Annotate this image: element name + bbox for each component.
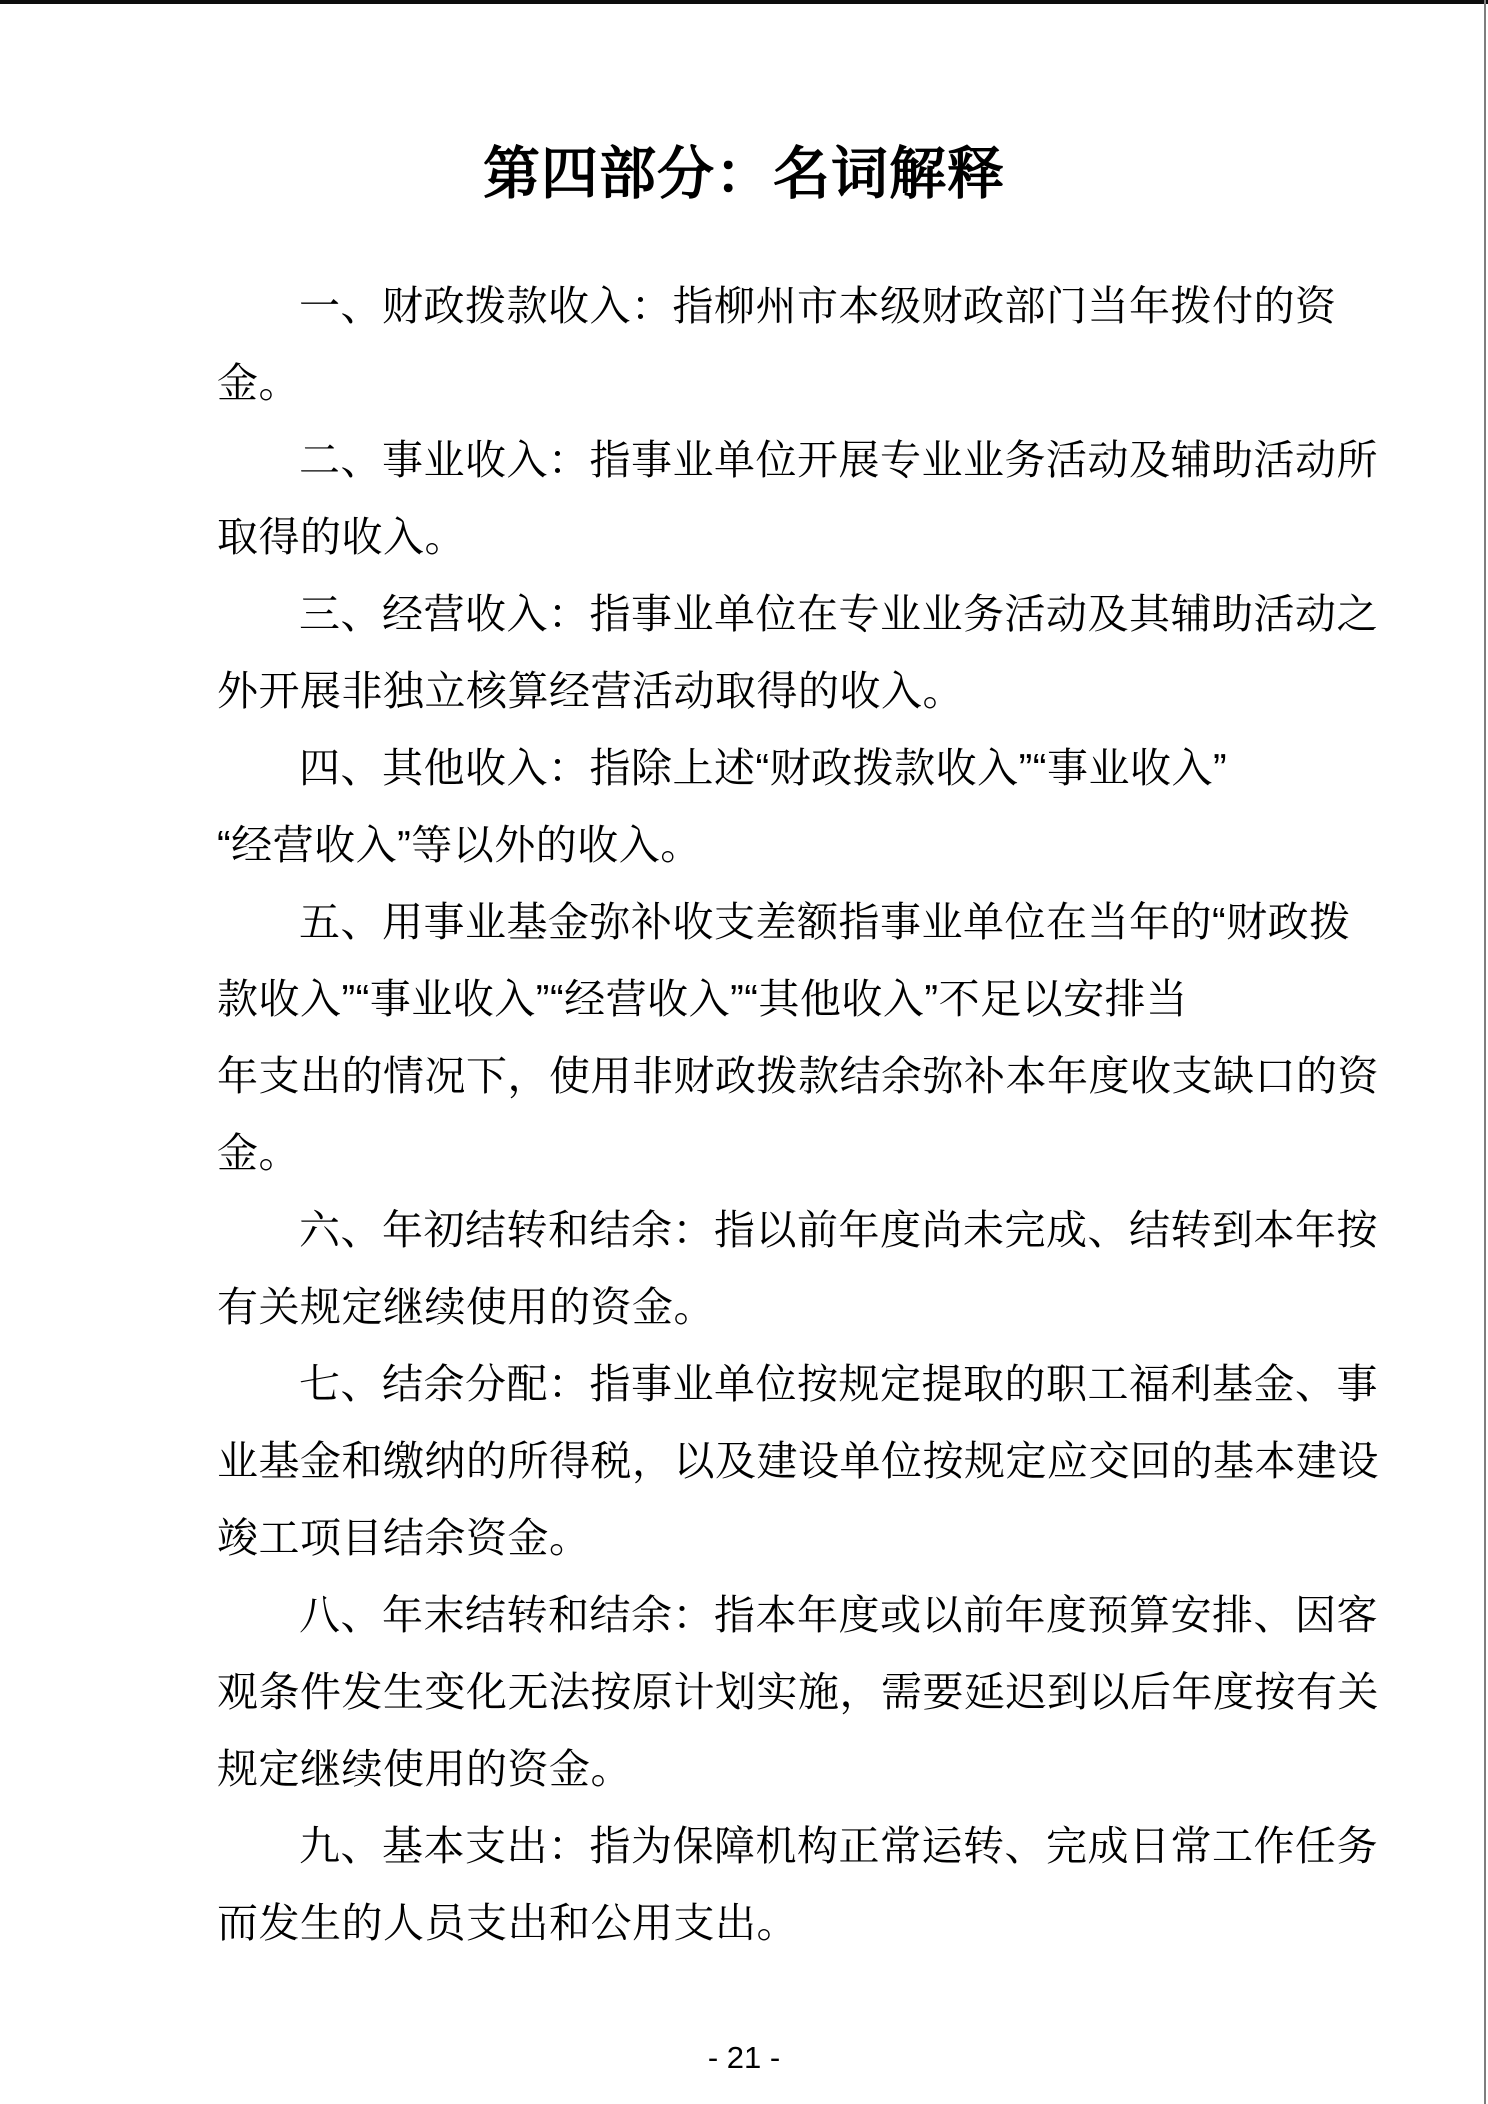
scan-artifact-right-line [1484, 0, 1486, 2104]
paragraph-line: 有关规定继续使用的资金。 [217, 1284, 715, 1330]
paragraph-2 [217, 422, 1378, 576]
paragraph-line: 年支出的情况下，使用非财政拨款结余弥补本年度收支缺口的资 [217, 1053, 1379, 1099]
paragraph-line: 竣工项目结余资金。 [217, 1515, 591, 1561]
paragraph-line: 款收入”“事业收入”“经营收入”“其他收入”不足以安排当 [217, 976, 1188, 1022]
paragraph-line: 四、其他收入：指除上述“财政拨款收入”“事业收入” [299, 745, 1228, 791]
paragraph-9 [217, 1808, 1378, 1962]
scan-artifact-top-bar [0, 0, 1488, 4]
paragraph-line: 三、经营收入：指事业单位在专业业务活动及其辅助活动之 [299, 591, 1378, 637]
paragraph-3 [217, 576, 1378, 730]
paragraph-line: 取得的收入。 [217, 514, 466, 560]
paragraph-8 [217, 1577, 1379, 1808]
paragraph-line: 七、结余分配：指事业单位按规定提取的职工福利基金、事 [299, 1361, 1378, 1407]
paragraph-line: 八、年末结转和结余：指本年度或以前年度预算安排、因客 [299, 1592, 1378, 1638]
paragraph-line: 金。 [217, 360, 300, 406]
paragraph-6 [217, 1192, 1378, 1346]
paragraph-line: 二、事业收入：指事业单位开展专业业务活动及辅助活动所 [299, 437, 1378, 483]
paragraph-4 [217, 730, 1337, 884]
paragraph-line: 九、基本支出：指为保障机构正常运转、完成日常工作任务 [299, 1823, 1378, 1869]
paragraph-line: “经营收入”等以外的收入。 [217, 822, 702, 868]
paragraph-line: 业基金和缴纳的所得税，以及建设单位按规定应交回的基本建设 [217, 1438, 1379, 1484]
paragraph-7 [217, 1346, 1379, 1577]
paragraph-line: 而发生的人员支出和公用支出。 [217, 1900, 798, 1946]
paragraph-line: 规定继续使用的资金。 [217, 1746, 632, 1792]
page-title: 第四部分：名词解释 [483, 142, 1005, 206]
paragraph-line: 外开展非独立核算经营活动取得的收入。 [217, 668, 964, 714]
document-body [217, 268, 1379, 1962]
paragraph-line: 五、用事业基金弥补收支差额指事业单位在当年的“财政拨 [299, 899, 1351, 945]
paragraph-line: 一、财政拨款收入：指柳州市本级财政部门当年拨付的资 [299, 283, 1337, 329]
paragraph-5 [217, 884, 1379, 1192]
paragraph-line: 观条件发生变化无法按原计划实施，需要延迟到以后年度按有关 [217, 1669, 1379, 1715]
page-number: - 21 - [707, 2040, 781, 2075]
paragraph-1 [217, 268, 1337, 422]
paragraph-line: 金。 [217, 1130, 300, 1176]
paragraph-line: 六、年初结转和结余：指以前年度尚未完成、结转到本年按 [299, 1207, 1378, 1253]
